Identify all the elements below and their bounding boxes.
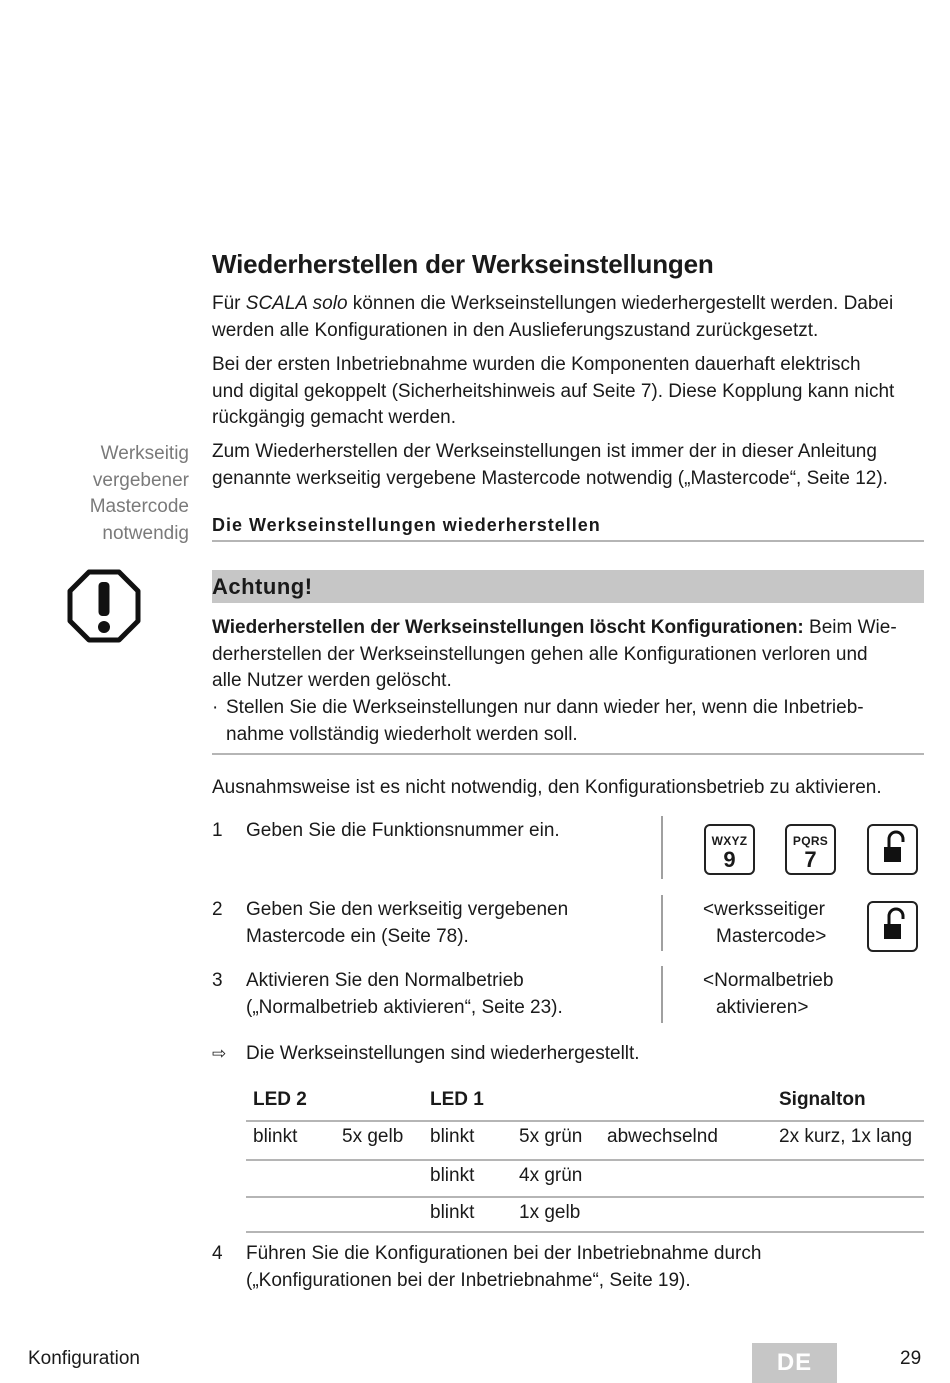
warning-box bbox=[212, 615, 924, 755]
unlock-icon bbox=[869, 903, 916, 950]
table-row bbox=[246, 1196, 924, 1233]
bullet-text-line: nahme vollständig wiederholt werden soll. bbox=[226, 723, 578, 745]
input-hint-line: <werksseitiger bbox=[703, 899, 825, 920]
step-divider bbox=[661, 966, 663, 1023]
table-cell: blinkt bbox=[430, 1202, 475, 1223]
step-text-line: Geben Sie den werkseitig vergebenen bbox=[246, 899, 569, 920]
step-text: Geben Sie die Funktionsnummer ein. bbox=[246, 820, 560, 841]
intro-text: Für bbox=[212, 293, 246, 314]
step-text-line: Aktivieren Sie den Normalbetrieb bbox=[246, 970, 524, 991]
page-number: 29 bbox=[900, 1348, 922, 1369]
key-digit: 9 bbox=[723, 847, 736, 872]
key-9 bbox=[704, 824, 755, 875]
intro-text: und digital gekoppelt (Sicherheitshinweis auf Seite 7). Diese Kopplung kann nicht bbox=[212, 380, 895, 402]
step-text-line: („Normalbetrieb aktivieren“, Seite 23). bbox=[246, 996, 563, 1018]
margin-note-line: vergebener bbox=[92, 469, 189, 491]
step-text bbox=[246, 968, 666, 1021]
intro-text: können die Werkseinstellungen wiederhergestellt werden. Dabei bbox=[347, 293, 894, 314]
step-text bbox=[246, 897, 666, 950]
margin-note-line: notwendig bbox=[102, 522, 189, 544]
bullet-text-line: Stellen Sie die Werkseinstellungen nur dann wieder her, wenn die Inbetrieb- bbox=[226, 697, 864, 718]
table-header-cell: LED 1 bbox=[430, 1089, 484, 1110]
footer-section: Konfiguration bbox=[28, 1348, 140, 1369]
page-title: Wiederherstellen der Werkseinstellungen bbox=[212, 249, 714, 279]
table-cell: blinkt bbox=[253, 1126, 298, 1147]
warning-octagon-icon bbox=[67, 569, 141, 643]
table-cell: 5x grün bbox=[519, 1126, 583, 1147]
step-text-line: Führen Sie die Konfigurationen bei der Inbetriebnahme durch bbox=[246, 1243, 762, 1264]
table-cell: 5x gelb bbox=[342, 1126, 404, 1147]
step-3-input bbox=[703, 968, 833, 1021]
table-header-cell: LED 2 bbox=[253, 1089, 307, 1110]
table-cell: 1x gelb bbox=[519, 1202, 581, 1223]
warning-lead: Wiederherstellen der Werkseinstellungen löscht Konfigurationen: bbox=[212, 617, 804, 638]
product-name: SCALA solo bbox=[245, 293, 348, 314]
key-unlock bbox=[867, 824, 918, 875]
intro-text: Bei der ersten Inbetriebnahme wurden die Komponenten dauerhaft elektrisch bbox=[212, 354, 861, 375]
table-cell: blinkt bbox=[430, 1126, 475, 1147]
table-header-cell: Signalton bbox=[779, 1089, 866, 1110]
step-number: 2 bbox=[212, 899, 223, 920]
margin-note bbox=[40, 441, 189, 547]
table-row bbox=[246, 1122, 924, 1159]
key-letters: PQRS bbox=[792, 834, 829, 848]
input-hint-line: <Normalbetrieb bbox=[703, 970, 834, 991]
note-text: Ausnahmsweise ist es nicht notwendig, den Konfigurationsbetrieb zu aktivieren. bbox=[212, 777, 882, 798]
language-badge: DE bbox=[752, 1343, 837, 1383]
warning-text bbox=[212, 615, 924, 695]
warning-bullet-item bbox=[212, 695, 924, 748]
step-divider bbox=[661, 816, 663, 879]
step-number: 4 bbox=[212, 1243, 223, 1264]
step-text-line: („Konfigurationen bei der Inbetriebnahme“, Seite 19). bbox=[246, 1269, 691, 1291]
step-number: 1 bbox=[212, 820, 223, 841]
bullet-marker: · bbox=[212, 697, 219, 718]
key-letters: WXYZ bbox=[711, 834, 748, 848]
warning-text-line: Beim Wie- bbox=[803, 617, 897, 638]
input-hint-line: Mastercode> bbox=[716, 925, 827, 947]
key-7 bbox=[785, 824, 836, 875]
table-cell: abwechselnd bbox=[607, 1126, 718, 1147]
intro-text: rückgängig gemacht werden. bbox=[212, 407, 456, 428]
table-row bbox=[246, 1159, 924, 1196]
step-divider bbox=[661, 895, 663, 951]
intro-text: Zum Wiederherstellen der Werkseinstellungen ist immer der in dieser Anleitung bbox=[212, 441, 877, 462]
key-unlock bbox=[867, 901, 918, 952]
intro-paragraph-2 bbox=[212, 352, 924, 432]
result-text: Die Werkseinstellungen sind wiederhergestellt. bbox=[246, 1043, 640, 1064]
intro-paragraph-1 bbox=[212, 291, 924, 344]
input-hint-line: aktivieren> bbox=[716, 996, 809, 1018]
margin-note-line: Werkseitig bbox=[100, 443, 189, 464]
intro-text: genannte werkseitig vergebene Mastercode notwendig („Mastercode“, Seite 12). bbox=[212, 467, 888, 489]
margin-note-line: Mastercode bbox=[89, 496, 189, 517]
intro-text: werden alle Konfigurationen in den Auslieferungszustand zurückgesetzt. bbox=[212, 319, 819, 341]
warning-text-line: derherstellen der Werkseinstellungen gehen alle Konfigurationen verloren und bbox=[212, 643, 868, 665]
table-cell: 4x grün bbox=[519, 1165, 583, 1186]
warning-text-line: alle Nutzer werden gelöscht. bbox=[212, 670, 452, 691]
step-text bbox=[246, 1241, 926, 1294]
table-cell: 2x kurz, 1x lang bbox=[779, 1126, 913, 1147]
step-2-input bbox=[703, 897, 826, 950]
table-cell: blinkt bbox=[430, 1165, 475, 1186]
result-arrow-icon: ⇨ bbox=[212, 1044, 227, 1063]
warning-heading: Achtung! bbox=[212, 570, 924, 603]
step-number: 3 bbox=[212, 970, 223, 991]
key-digit: 7 bbox=[804, 847, 817, 872]
section-subheading: Die Werkseinstellungen wiederherstellen bbox=[212, 512, 924, 542]
step-text-line: Mastercode ein (Seite 78). bbox=[246, 925, 469, 947]
unlock-icon bbox=[869, 826, 916, 873]
table-header-row bbox=[246, 1085, 924, 1122]
intro-paragraph-3 bbox=[212, 439, 924, 492]
